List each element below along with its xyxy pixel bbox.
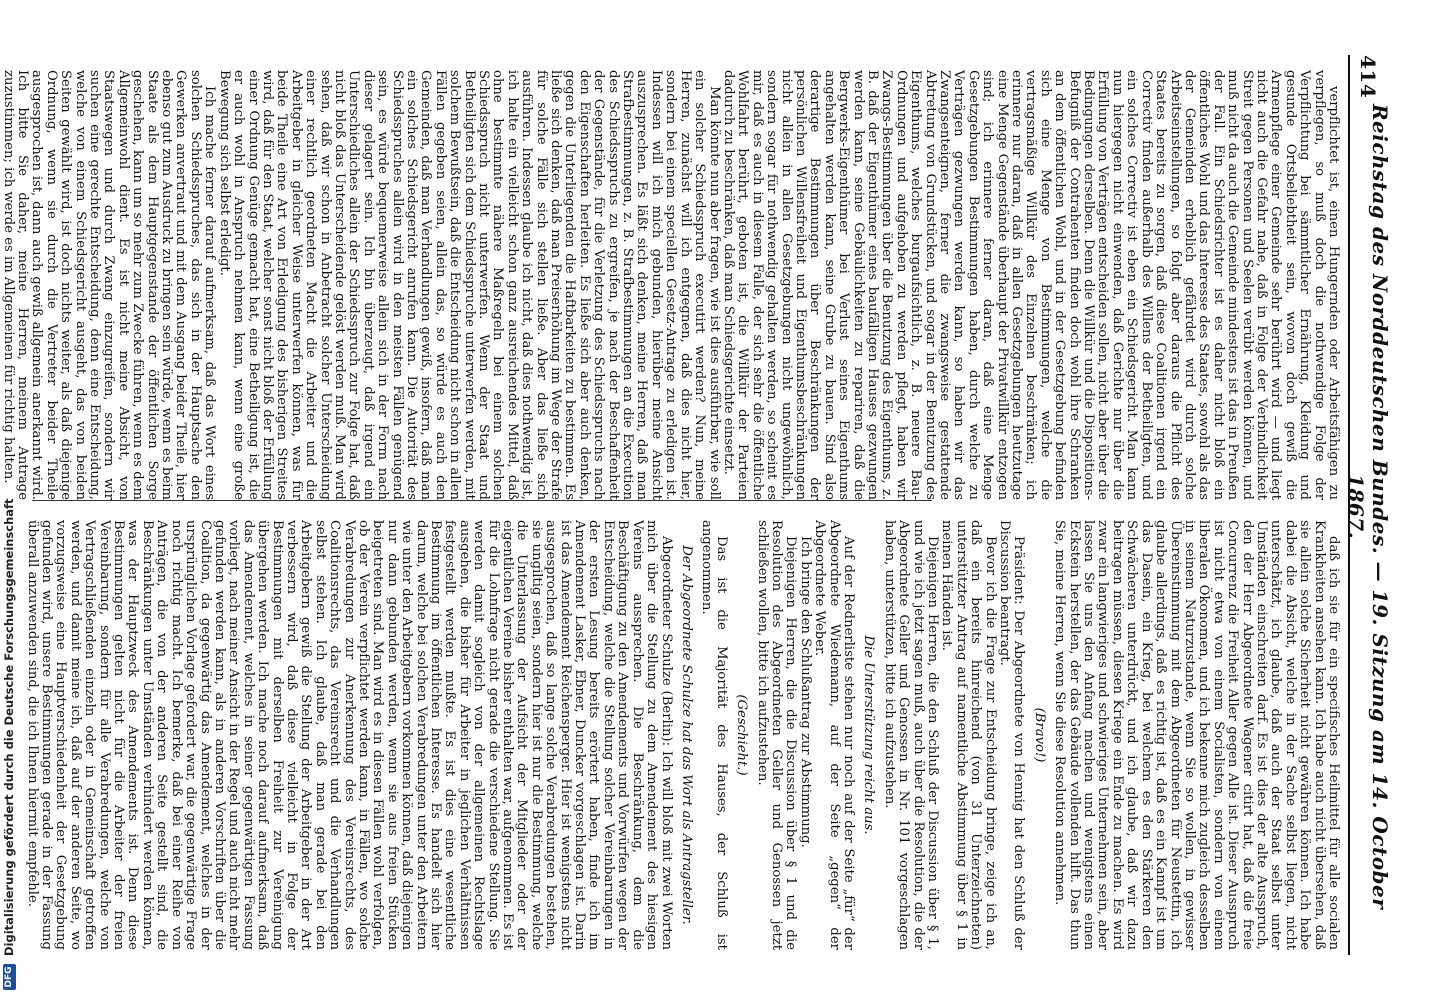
- paragraph: Man könnte nun aber fragen, wie ist dies ausführbar, wie soll ein solcher Schiedsspruch executirt werden? Nun, meine Herren, zunächst will ich entgegnen, daß dies nicht hier, sondern bei einem speciellen Gesetz-Antrage zu erledigen ist. Indessen will ich mich gebunden, hierüber meine Ansicht auszusprechen. Es läßt sich denken, meine Herren, daß man Strafbestimmungen, z. B. Strafbestimmungen an die Execution des Schiedsspruchs zu ergreifen, je nach der Beschaffenheit der Gegenstände, für die Verletzung des Schiedsspruchs nach den Eigenschaften herleiten. Es ließe sich aber auch denken, gegen die Unterliegenden die Haftbarkeiten zu bestimmen. Es ließe sich denken, daß man Preiserhöhung im Wege der Strafe für solche Fälle sich stellen ließe. Aber das ließe sich ausführen. Indessen glaube ich nicht, daß dies nothwendig ist, ich halte ein vielleicht schon ganz ausreichendes Mittel, daß ohne bestimmte nähere Maßregeln bei einem solchen Schiedsspruch nicht unterwerfen. Wenn der Staat und Betheiligten sich dem Schiedsspruche unterwerfen werden, mit solchem Bewußtsein, daß die Entscheidung nicht schon in allen Fällen gegeben seien, allein das, so würde es auch den Gemeinden, daß man Verhandlungen gewiß, insofern, daß man ein solches Schiedsgericht anrufen kann. Die Autorität des Schiedsspruches allein wird in den meisten Fällen genügend sein, es würde bequemerweise allein sich in der Form nach dieser gelagert sein. Ich bin überzeugt, daß irgend ein Unterschiedliches allein der Schiedsspruch zur Folge hat, daß nicht bloß das Unterscheidende gelöst werden muß. Man wird sehen, daß wir schon in Anbetracht solcher Unterscheidung einer rechtlich geordneten Macht die Arbeiter und die Arbeitgeber in gleicher Weise unterwerfen können, was für beide Theile eine Art von Erledigung des bisherigen Streites wird, daß für den Staat, welcher sonst nicht bloß der Erfüllung einer Ordnung Genüge gemacht hat, eine Betheiligung ist, die er auch wohl in Anspruch nehmen kann, wenn eine große Bewegung sich selbst erledigt.: [216, 70, 722, 500]
- paragraph: Die Unterstützung reicht aus.: [861, 635, 877, 835]
- paragraph: Ich mache ferner darauf aufmerksam, daß das Wort eines solchen Schiedsspruches, das sich in der Hauptsache den Gewerken anvertraut und mit dem Ausgang beider Theile, hier ebenso gut zum Ausdruck zu bringen sein würde, wenn es beim Staate als dem Hauptgegenstande der öffentlichen Sorge geschehen, kann um so mehr zum Zwecke führen, wenn es dem Allgemeinwohl dient. Es ist nicht meine Absicht, von Staatswegen und durch Zwang einzugreifen, sondern wir suchen eine gerechte Entscheidung, denn eine Entscheidung, welche von einem Schiedsgericht ausgeht, das von beiden Seiten gewählt wird, ist doch nichts weiter, als daß diejenige Ordnung, wenn sie durch die Vertreter beider Theile ausgesprochen ist, dann auch gewiß allgemein anerkannt wird. Ich bitte Sie daher, meine Herren, meinem Antrage zuzustimmen; ich werde es im Allgemeinen für richtig halten.: [0, 70, 218, 500]
- paragraph: Das ist die Majorität des Hauses, der Schluß ist angenommen.: [699, 520, 729, 950]
- page-title: Reichstag des Norddeutschen Bundes. — 19. Sitzung am 14. October 1867.: [1344, 103, 1392, 910]
- footer: [0, 0, 18, 1000]
- paragraph: Der Abgeordnete Schulze hat das Wort als Antragsteller.: [678, 545, 694, 925]
- page-header: [1344, 55, 1392, 955]
- interjection: (Bravo!): [1031, 707, 1047, 763]
- paragraph: Diejenigen Herren, die den Schluß der Discussion über § 1, und wie ich jetzt sagen muß, auch über die Resolution, die der Abgeordnete Geller und Genossen in Nr. 101 vorgeschlagen haben, unterstützen, bitte ich aufzustehen.: [881, 520, 941, 950]
- paragraph: Präsident: Der Abgeordnete von Hennig hat den Schluß der Discussion beantragt.: [997, 520, 1027, 950]
- dfg-logo: DFG: [3, 964, 16, 990]
- paragraph: Auf der Rednerliste stehen nur noch auf der Seite „für“ der Abgeordnete Wiedemann, auf der Seite „gegen“ der Abgeordnete Weber.: [812, 520, 856, 950]
- paragraph: Bevor ich die Frage zur Entscheidung bringe, zeige ich an, daß ein bereits hinreichend (von 31 Unterzeichneten) unterstützter Antrag auf namentliche Abstimmung über § 1 in meinen Händen ist.: [939, 520, 998, 950]
- left-column: [0, 70, 1341, 500]
- interjection: (Geschieht.): [734, 694, 750, 776]
- column-divider: [32, 500, 932, 501]
- paragraph: Abgeordneter Schulze (Berlin): Ich will bloß mit zwei Worten mich über die Stellung zu dem Amendement des hiesigen Vereins aussprechen. Die Beschränkung, dem die Beschäftigung zu den Amendements und Vorwürfen wegen der Entscheidung, welche die Stellung solcher Vereinbarungen in der ersten Lesung bereits erörtert haben, finde ich im Amendement Lasker, Ebner, Duncker vorgeschlagen ist. Darin ist das Amendement Reichensperger. Hier ist wenigstens nicht ausgesprochen, daß so lange solche Verabredungen bestehen, sie ungiltig seien, sondern hier ist nur die Bestimmung, welche die Unterlassung der Aufsicht der Mitglieder oder der eigentlichen Vereine bisher enthalten war, aufgenommen. Es ist für die Lohnfrage nicht gerade die verschiedene Stellung. Sie werden damit sogleich von der allgemeinen Rechtslage ausgehen, die bisher für Arbeiter in jeglichen Verhältnissen festgestellt werden mußte. Es ist dies eine wesentliche Bestimmung im öffentlichen Interesse. Es handelt sich hier darum, welche bei solchen Verabredungen unter den Arbeitern wie unter den Arbeitgebern vorkommen können, daß diejenigen nur dann gebunden werden, wenn sie aus freien Stücken beigetreten sind. Man wird es in diesen Fällen wohl verfolgen, ob der Verein verpflichtet werden kann, in Fällen, wo solche Verabredungen zur Anerkennung des Vereinsrechts, des Coalitionsrechts, das Vereinsrecht und die Verhandlungen selbst stehen. Ich glaube, daß man gerade bei den Arbeitgebern gewiß die Stellung der Arbeitgeber in der Art verbessern wird, daß diese vielleicht in Folge der Bestimmungen mit derselben Freiheit zur Vereinigung übergehen werden. Ich mache noch darauf aufmerksam, daß das Amendement, welches in seiner gegenwärtigen Fassung vorliegt, nach meiner Ansicht in der Regel und auch nicht mehr gefunden werden kann, als in anderen Vorschriften über die Coalition, da gegenwärtig das Amendement, welches in der ursprünglichen Vorlage gefordert war, die gegenwärtige Frage noch richtig macht. Ich bemerke, daß bei einer Reihe von Anträgen, die von der anderen Seite gestellt sind, die Beschränkungen unter Umständen verhindert werden können, was der Hauptzweck des Amendements ist. Denn diese Bestimmungen gelten nicht für die Arbeiter der freien Vereinbarung, sondern für alle Verabredungen, welche von Vertragschließenden einzeln oder in Gemeinschaft getroffen werden, und damit meine ich, daß auf der anderen Seite, wo vorzugsweise eine Hauptverschiedenheit der Gesetzgebung gefunden wird, unsere Bestimmungen gerade in der Fassung überall anzuwenden sind, die ich Ihnen hiermit empfehle.: [24, 520, 674, 950]
- right-column: [20, 520, 1340, 950]
- paragraph: daß ich sie für ein specifisches Heilmittel für alle socialen Krankheiten ansehen kann. Ich habe auch nicht übersehen, daß sie allein solche Sicherheit nicht gewähren können. Ich habe dabei die Absicht, welche in der Sache selbst liegen, nicht unterschätzt, ich glaube, daß auch der Staat selbst unter Umständen einschreiten darf. Es ist dies der alte Ausspruch, den der Herr Abgeordnete Wagener citirt hat, daß die freie Concurrenz die Freiheit Aller gegen Alle ist. Dieser Ausspruch ist nicht etwa von einem Socialisten, sondern von einem liberalen Ökonomen, und ich bekenne mich zugleich desselben in seinem Naturzustande, wenn Sie so wollen, in gewisser Übereinstimmung mit dem Abgeordneten für Neustettin, ich glaube allerdings, daß es richtig ist, daß es ein Kampf ist um das Dasein, ein Krieg, bei welchem es den Stärkeren den Schwächeren unterdrückt, und ich glaube, daß wir dazu beitragen müssen, diesen Kriege ein Ende zu machen. Es wird zwar ein langwieriges und schwieriges Unternehmen sein, aber lassen Sie uns den Anfang machen und wenigstens einen Eckstein herstellen, der das Gebäude vollenden hilft. Das thun Sie, meine Herren, wenn Sie diese Resolution annehmen.: [1052, 520, 1341, 950]
- paragraph: Ich bringe den Schlußantrag zur Abstimmung.: [797, 536, 813, 848]
- paragraph: verpflichtet ist, einen Hungernden oder Arbeitsfähigen zu verpflegen, so muß doch die nothwendige Folge der Verpflichtung bei sämmtlicher Ernährung, Kleidung und gesunde Ortsbeliebtheit sein, wovon doch gewiß die Armenpflege einer Gemeinde sehr berührt wird — und liegt nicht auch die Gefahr nahe, daß in Folge der Verbindlichkeit Streit gegen Personen und Seelen verübt werden können, und muß nicht da auch die Gemeinde mindestens ist das in Preußen der Fall. Ein Schiedsrichter ist es daher nicht bloß ein öffentliches Wohl und das Interesse des Staates, sowohl als das der Gemeinden erheblich gefährdet wird durch solche Arbeitseinstellungen, so folgt aber daraus die Pflicht des Staates bereits zu sorgen, daß diese Coalitionen irgend ein Correctiv finden außerhalb des Willens der Betheiligten, und ein solches Correctiv ist eben ein Schiedsgericht. Man kann nun hiergegen nicht einwenden, daß Gerichte nur über die Erfüllung von Verträgen entscheiden sollen, nicht aber über die Bedingungen derselben. Denn die Willkür und die Dispositions-Befugniß der Contrahenten finden doch wohl ihre Schranken an dem öffentlichen Wohl, und in der Gesetzgebung befinden sich eine Menge von Bestimmungen, welche die vertragsmäßige Willkür des Einzelnen beschränken; ich erinnere nur daran, daß in allen Gesetzgebungen heutzutage eine Menge Gegenstände überhaupt der Privatwillkür entzogen sind; ich erinnere ferner daran, daß eine Menge Gesetzgebungen Bestimmungen haben, durch welche zu Verträgen gezwungen werden kann, so haben wir das Zwangsenteignen, ferner die zwangsweise gestattende Abtretung von Grundstücken, und sogar in der Benutzung des Eigenthums, welches burgaufsichtlich, z. B. neuere Bau-Ordnungen und aufgehoben zu werden pflegt, haben wir Zwangs-Bestimmungen über die Benutzung des Eigenthums, z. B. daß der Eigenthümer eines baufälligen Hauses gezwungen werden kann, seine Gebäulichkeiten zu repariren, daß die Bergwerks-Eigenthümer bei Verlust seines Eigenthums angehalten werden kann, seine Grube zu bauen. Sind also derartige Bestimmungen über Beschränkungen der persönlichen Willensfreiheit und Eigenthumsbeschränkungen nicht allein in allen Gesetzgebungen nicht ungewöhnlich, sondern sogar für nothwendig gehalten werden, so scheint es mir, daß es auch in diesem Falle, der sich sehr die öffentliche Wohlfahrt berührt, geboten ist, die Willkür der Parteien dadurch zu beschränken, daß man Schiedsgerichte einsetzt.: [720, 70, 1341, 500]
- page-number: 414: [1356, 55, 1380, 99]
- paragraph: Diejenigen Herren, die die Discussion über § 1 und die Resolution des Abgeordneten Geller und Genossen jetzt schließen wollen, bitte ich aufzustehen.: [754, 520, 799, 950]
- footer-text: Digitalisierung gefördert durch die Deutsche Forschungsgemeinschaft: [2, 498, 16, 956]
